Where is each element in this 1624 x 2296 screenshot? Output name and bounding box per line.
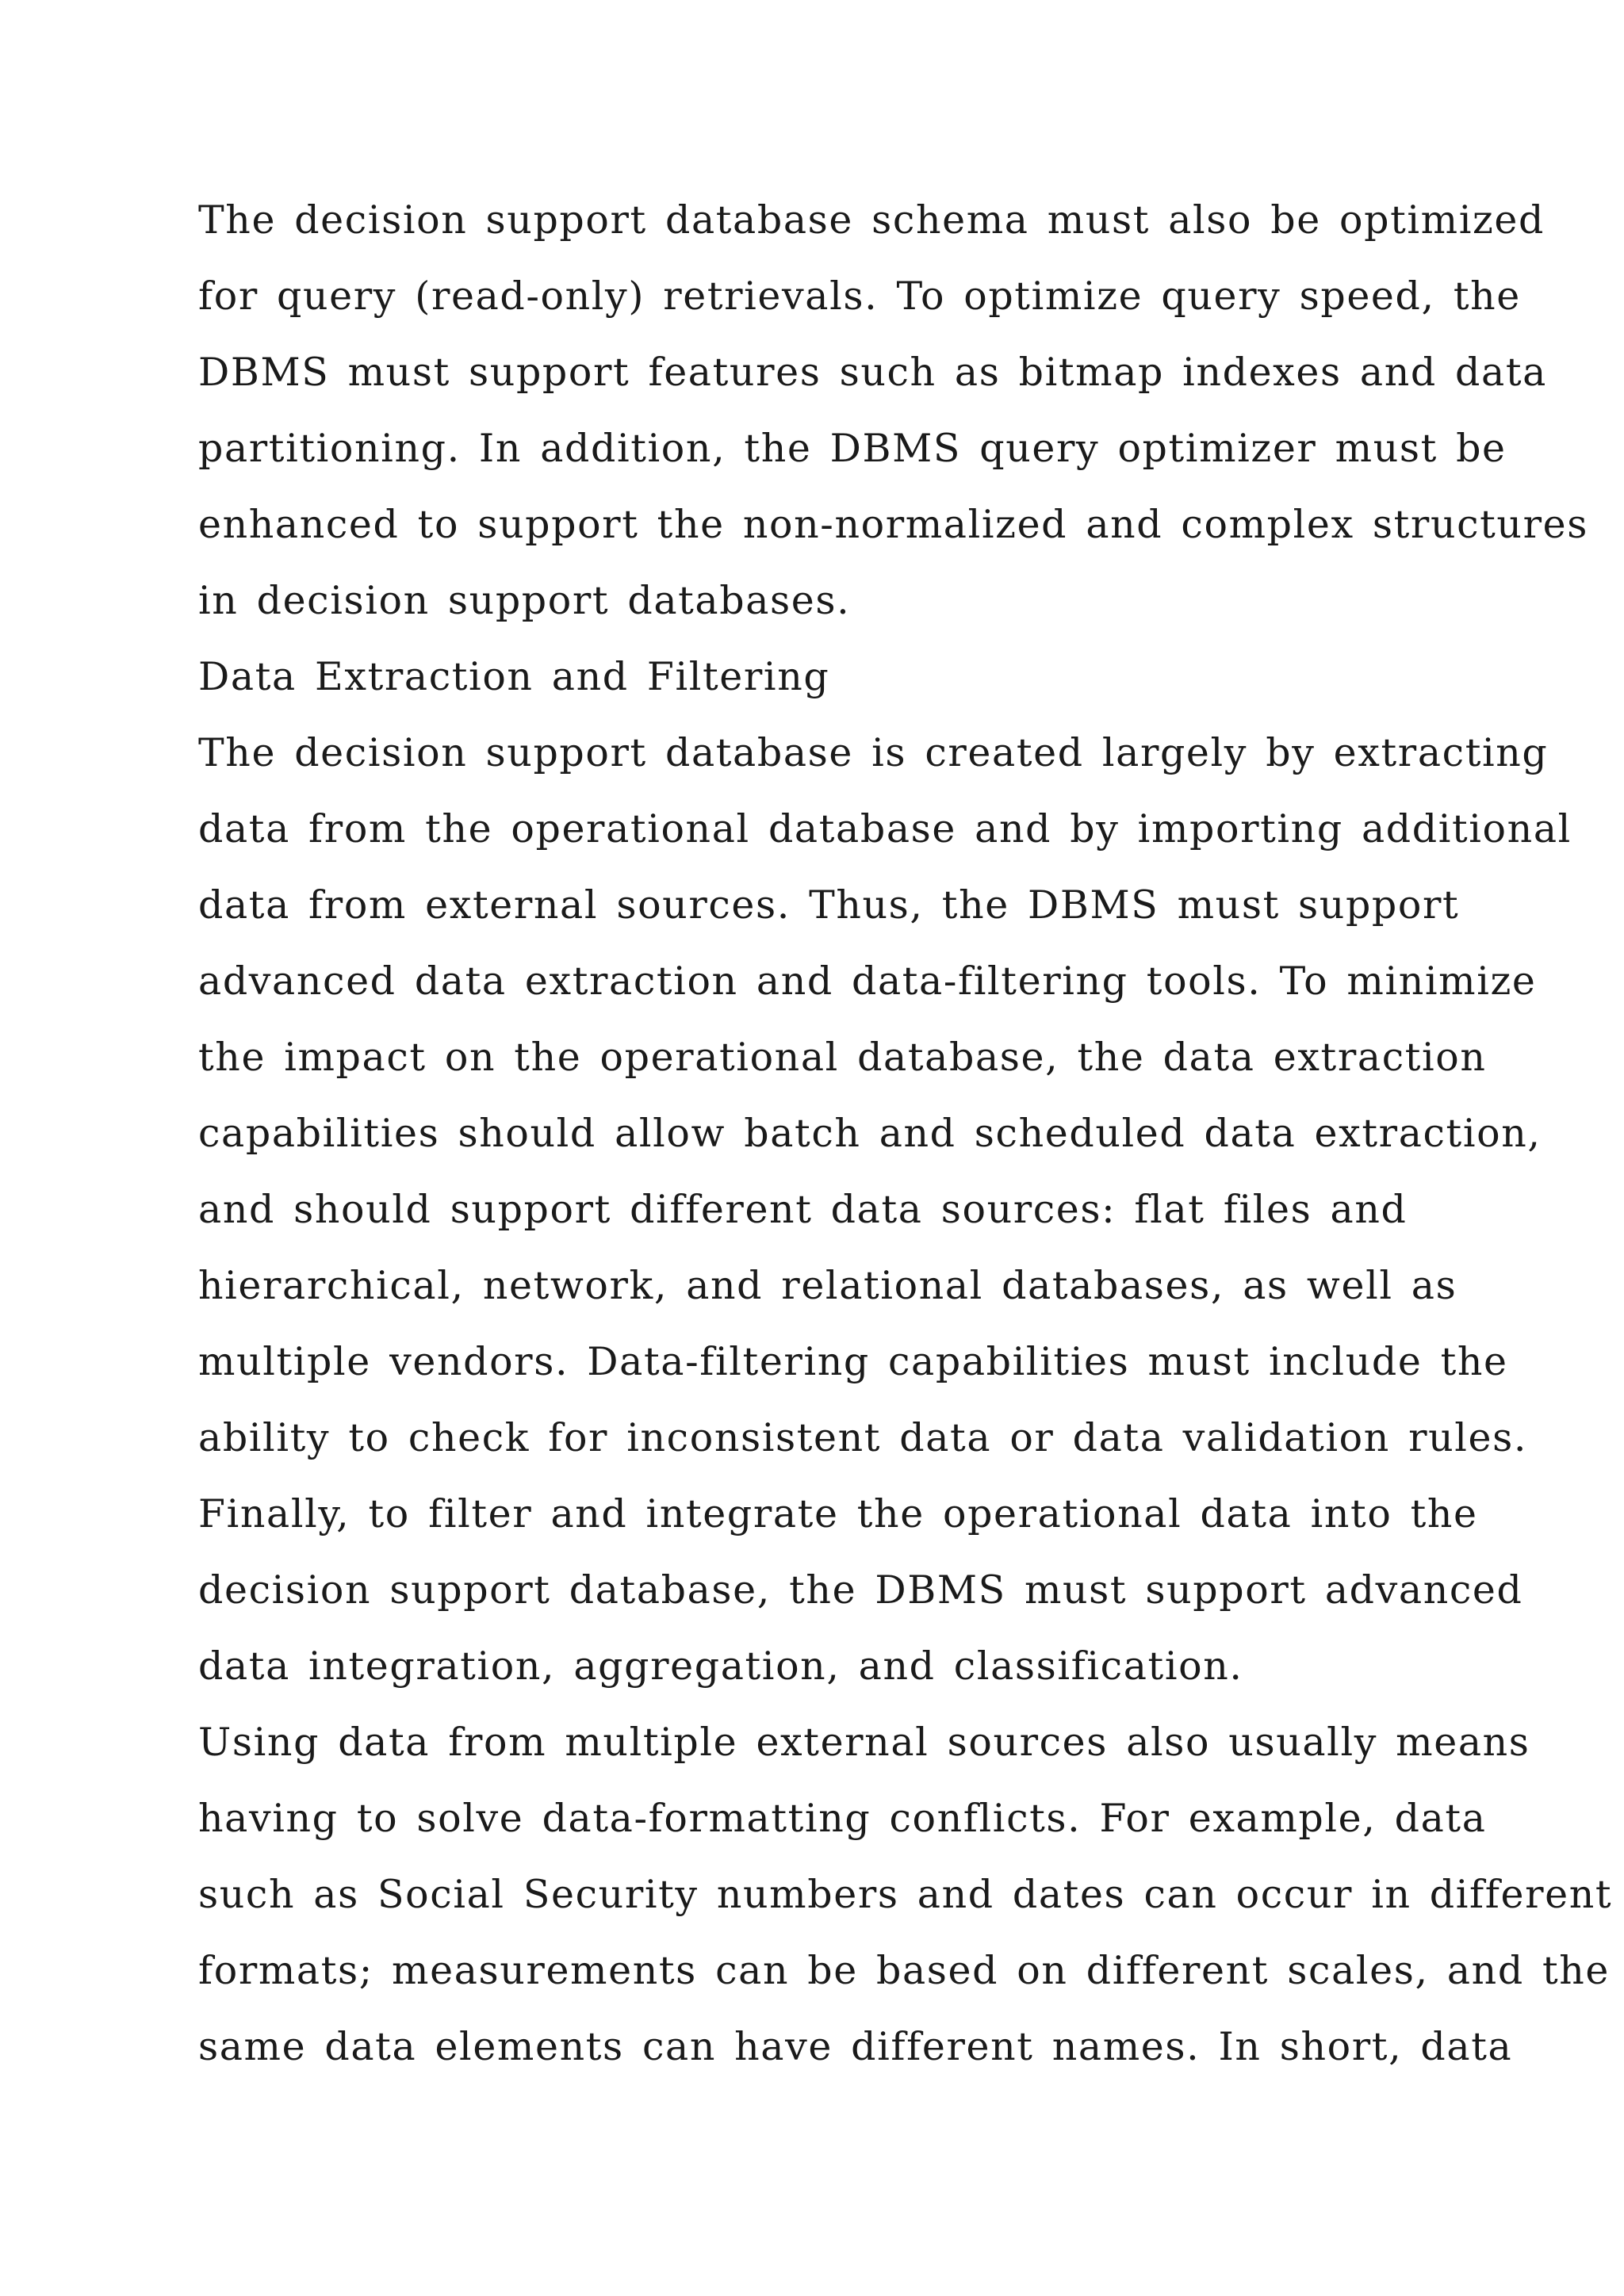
paragraph-line: Finally, to filter and integrate the operational data into the: [198, 1491, 1478, 1536]
paragraph-line: data integration, aggregation, and classification.: [198, 1644, 1243, 1689]
paragraph-line: enhanced to support the non-normalized and complex structures: [198, 502, 1588, 547]
paragraph-line: in decision support databases.: [198, 578, 851, 623]
paragraph-line: formats; measurements can be based on different scales, and the: [198, 1948, 1611, 1993]
paragraph-line: same data elements can have different names. In short, data: [198, 2024, 1513, 2069]
section-heading: Data Extraction and Filtering: [198, 654, 830, 699]
paragraph-line: Using data from multiple external sources also usually means: [198, 1720, 1530, 1765]
paragraph-line: ability to check for inconsistent data or data validation rules.: [198, 1415, 1528, 1460]
paragraph-line: multiple vendors. Data-filtering capabilities must include the: [198, 1339, 1508, 1384]
paragraph-line: advanced data extraction and data-filtering tools. To minimize: [198, 959, 1537, 1004]
paragraph-line: data from the operational database and by importing additional: [198, 806, 1572, 851]
document-body: [198, 182, 1613, 2085]
paragraph-line: DBMS must support features such as bitmap indexes and data: [198, 350, 1547, 395]
paragraph-line: data from external sources. Thus, the DBMS must support: [198, 882, 1460, 928]
paragraph-line: decision support database, the DBMS must support advanced: [198, 1567, 1523, 1613]
paragraph-line: such as Social Security numbers and dates can occur in different: [198, 1872, 1613, 1917]
paragraph-line: hierarchical, network, and relational databases, as well as: [198, 1263, 1457, 1308]
paragraph-line: the impact on the operational database, the data extraction: [198, 1035, 1487, 1080]
paragraph-line: The decision support database is created largely by extracting: [198, 730, 1549, 775]
paragraph-line: partitioning. In addition, the DBMS query optimizer must be: [198, 426, 1507, 471]
paragraph-line: capabilities should allow batch and scheduled data extraction,: [198, 1111, 1542, 1156]
paragraph-line: and should support different data sources: flat files and: [198, 1187, 1408, 1232]
paragraph-line: The decision support database schema must also be optimized: [198, 197, 1545, 243]
paragraph-line: for query (read-only) retrievals. To optimize query speed, the: [198, 274, 1521, 319]
paragraph-line: having to solve data-formatting conflicts. For example, data: [198, 1796, 1487, 1841]
